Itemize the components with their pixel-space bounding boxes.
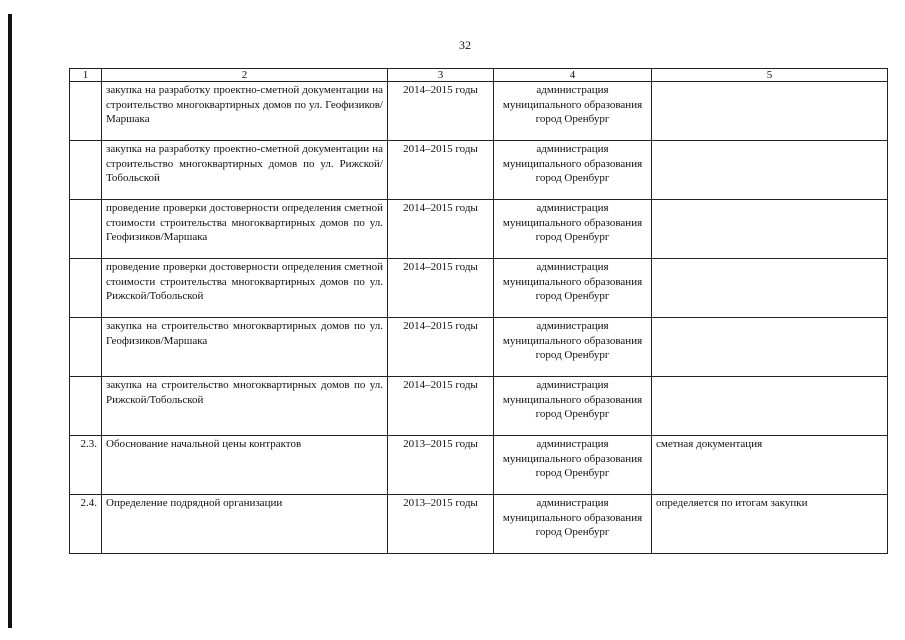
result-cell: [652, 377, 888, 436]
column-header-2: 2: [102, 69, 388, 82]
table-row: [70, 436, 888, 495]
result-cell: [652, 259, 888, 318]
row-number-cell: [70, 377, 102, 436]
period-cell: 2014–2015 годы: [388, 377, 494, 436]
period-cell: 2014–2015 годы: [388, 141, 494, 200]
executor-cell: администрация муниципального образования город Оренбург: [494, 318, 652, 377]
executor-cell: администрация муниципального образования город Оренбург: [494, 495, 652, 554]
table-row: [70, 318, 888, 377]
scan-edge-bar: [8, 14, 12, 628]
executor-cell: администрация муниципального образования город Оренбург: [494, 82, 652, 141]
period-cell: 2013–2015 годы: [388, 436, 494, 495]
executor-cell: администрация муниципального образования город Оренбург: [494, 436, 652, 495]
period-cell: 2013–2015 годы: [388, 495, 494, 554]
result-cell: [652, 318, 888, 377]
row-number-cell: [70, 200, 102, 259]
page-number: 32: [459, 38, 471, 52]
table-header-row: [70, 69, 888, 82]
row-number-cell: 2.4.: [70, 495, 102, 554]
period-cell: 2014–2015 годы: [388, 259, 494, 318]
activity-cell: закупка на строительство многоквартирных домов по ул. Рижской/Тобольской: [102, 377, 388, 436]
executor-cell: администрация муниципального образования город Оренбург: [494, 259, 652, 318]
column-header-5: 5: [652, 69, 888, 82]
plan-table: [69, 68, 888, 554]
table-row: [70, 495, 888, 554]
period-cell: 2014–2015 годы: [388, 318, 494, 377]
executor-cell: администрация муниципального образования город Оренбург: [494, 377, 652, 436]
result-cell: определяется по итогам закупки: [652, 495, 888, 554]
activity-cell: проведение проверки достоверности определения сметной стоимости строительства многоквартирных домов по ул. Геофизиков/Маршака: [102, 200, 388, 259]
activity-cell: проведение проверки достоверности определения сметной стоимости строительства многоквартирных домов по ул. Рижской/Тобольской: [102, 259, 388, 318]
row-number-cell: [70, 259, 102, 318]
result-cell: [652, 200, 888, 259]
result-cell: [652, 82, 888, 141]
result-cell: [652, 141, 888, 200]
activity-cell: Определение подрядной организации: [102, 495, 388, 554]
column-header-3: 3: [388, 69, 494, 82]
row-number-cell: [70, 82, 102, 141]
activity-cell: закупка на строительство многоквартирных домов по ул. Геофизиков/Маршака: [102, 318, 388, 377]
result-cell: сметная документация: [652, 436, 888, 495]
activity-cell: Обоснование начальной цены контрактов: [102, 436, 388, 495]
activity-cell: закупка на разработку проектно-сметной документации на строительство многоквартирных домов по ул. Рижской/Тобольской: [102, 141, 388, 200]
table-row: [70, 82, 888, 141]
row-number-cell: 2.3.: [70, 436, 102, 495]
executor-cell: администрация муниципального образования город Оренбург: [494, 141, 652, 200]
column-header-1: 1: [70, 69, 102, 82]
period-cell: 2014–2015 годы: [388, 200, 494, 259]
table-row: [70, 377, 888, 436]
column-header-4: 4: [494, 69, 652, 82]
period-cell: 2014–2015 годы: [388, 82, 494, 141]
table-row: [70, 259, 888, 318]
table-row: [70, 200, 888, 259]
activity-cell: закупка на разработку проектно-сметной документации на строительство многоквартирных домов по ул. Геофизиков/Маршака: [102, 82, 388, 141]
row-number-cell: [70, 318, 102, 377]
table-row: [70, 141, 888, 200]
row-number-cell: [70, 141, 102, 200]
executor-cell: администрация муниципального образования город Оренбург: [494, 200, 652, 259]
